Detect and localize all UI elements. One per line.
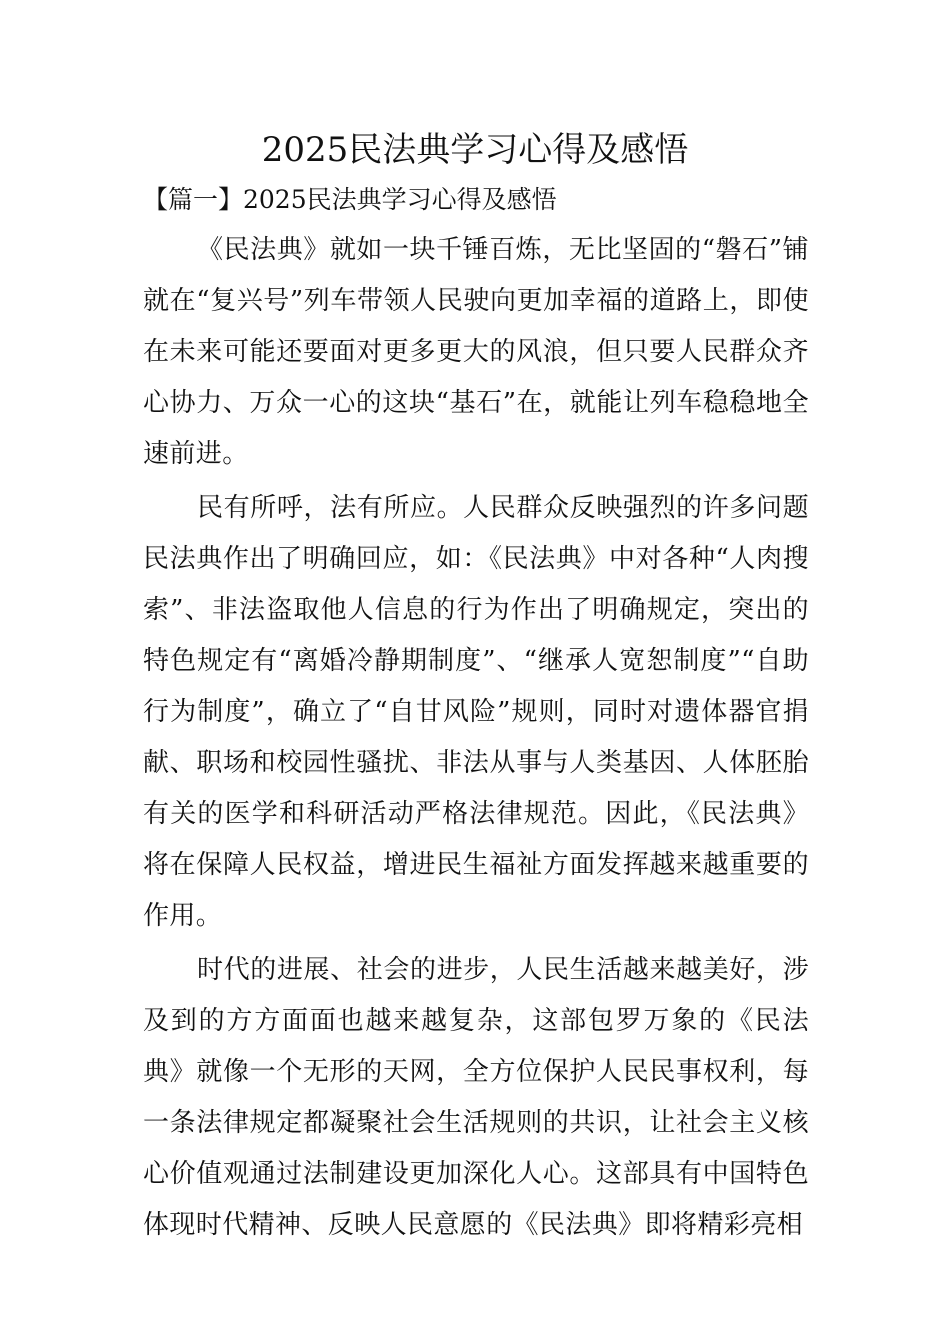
paragraph-1: 《民法典》就如一块千锤百炼，无比坚固的“磐石”铺就在“复兴号”列车带领人民驶向更加幸福的道路上，即使在未来可能还要面对更多更大的风浪，但只要人民群众齐心协力、万众一心的这块“基石”在，就能让列车稳稳地全速前进。 [143, 235, 809, 469]
document-body [143, 225, 809, 1254]
paragraph-2: 民有所呼，法有所应。人民群众反映强烈的许多问题民法典作出了明确回应，如：《民法典》中对各种“人肉搜索”、非法盗取他人信息的行为作出了明确规定，突出的特色规定有“离婚冷静期制度”、“继承人宽恕制度”“自助行为制度”，确立了“自甘风险”规则，同时对遗体器官捐献、职场和校园性骚扰、非法从事与人类基因、人体胚胎有关的医学和科研活动严格法律规范。因此，《民法典》将在保障人民权益，增进民生福祉方面发挥越来越重要的作用。 [143, 493, 809, 931]
section-heading: 【篇一】2025民法典学习心得及感悟 [143, 185, 557, 214]
document-title: 2025民法典学习心得及感悟 [261, 130, 689, 170]
paragraph-3: 时代的进展、社会的进步，人民生活越来越美好，涉及到的方方面面也越来越复杂，这部包罗万象的《民法典》就像一个无形的天网，全方位保护人民民事权利，每一条法律规定都凝聚社会生活规则的共识，让社会主义核心价值观通过法制建设更加深化人心。这部具有中国特色体现时代精神、反映人民意愿的《民法典》即将精彩亮相 [143, 955, 809, 1240]
